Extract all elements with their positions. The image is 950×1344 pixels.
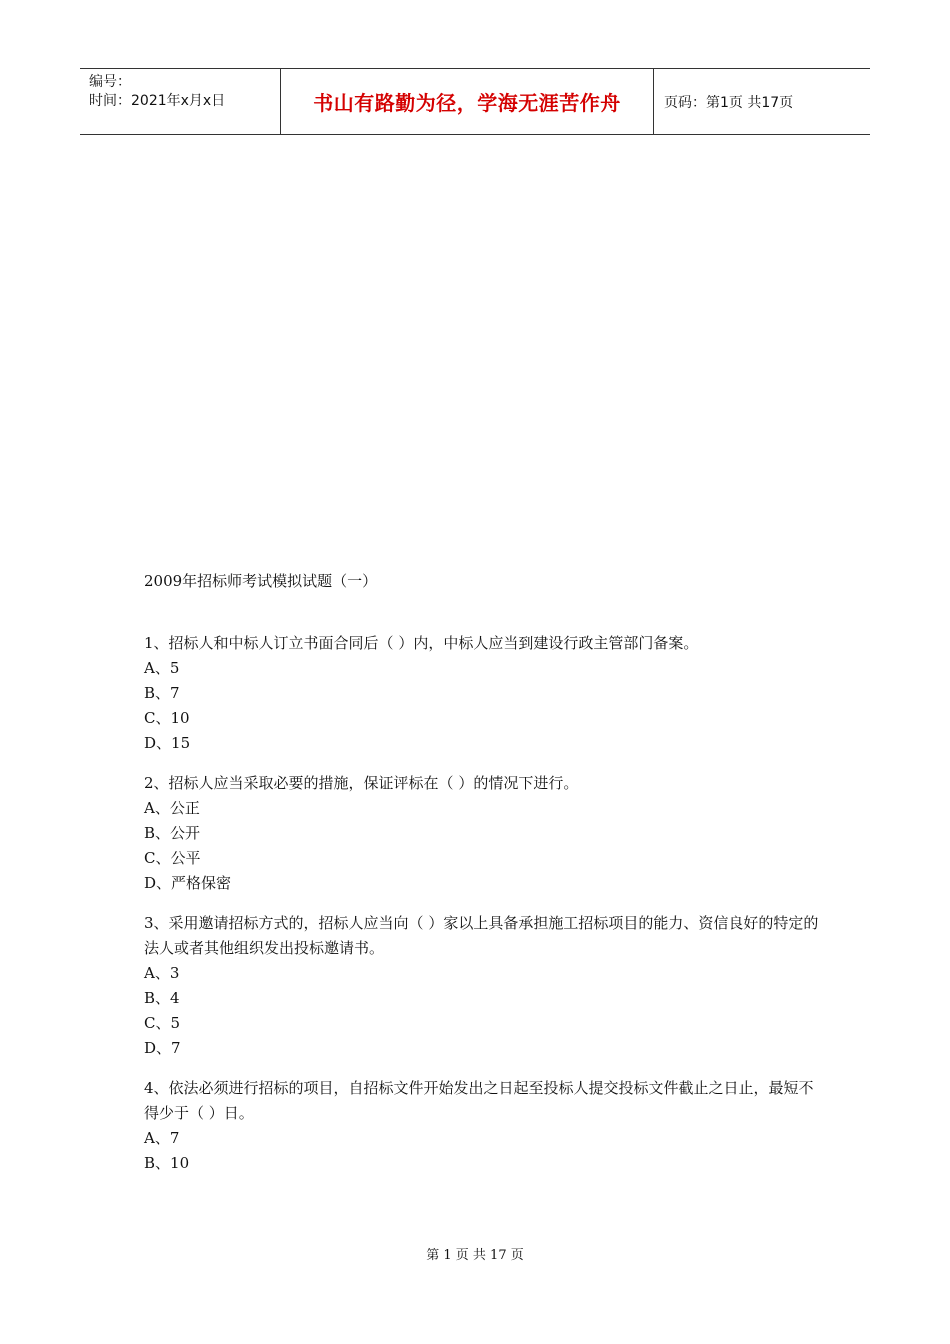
- answer-option: B、10: [144, 1154, 190, 1172]
- document-body: [144, 568, 824, 1191]
- header-meta: [80, 69, 281, 134]
- answer-option: D、7: [144, 1039, 181, 1057]
- header-page-cell: [654, 69, 870, 134]
- question-item: [144, 771, 824, 896]
- question-list: [144, 631, 824, 1176]
- header-page-info: 页码：第1页 共17页: [664, 94, 794, 111]
- answer-option: A、7: [144, 1129, 180, 1147]
- page-footer: 第 1 页 共 17 页: [426, 1248, 524, 1263]
- document-date: 时间：2021年x月x日: [89, 93, 226, 109]
- question-item: [144, 1076, 824, 1176]
- question-text: 1、招标人和中标人订立书面合同后（ ）内，中标人应当到建设行政主管部门备案。: [144, 634, 699, 652]
- answer-option: B、公开: [144, 824, 201, 842]
- answer-option: A、3: [144, 964, 180, 982]
- document-title: 2009年招标师考试模拟试题（一）: [144, 572, 378, 590]
- answer-option: B、7: [144, 684, 180, 702]
- page-header: [80, 68, 870, 135]
- answer-option: D、严格保密: [144, 874, 232, 892]
- question-item: [144, 631, 824, 756]
- answer-option: A、5: [144, 659, 180, 677]
- header-motto-cell: [281, 69, 654, 134]
- answer-option: C、5: [144, 1014, 181, 1032]
- answer-option: C、10: [144, 709, 190, 727]
- question-text: 2、招标人应当采取必要的措施，保证评标在（ ）的情况下进行。: [144, 774, 579, 792]
- answer-option: C、公平: [144, 849, 201, 867]
- answer-option: D、15: [144, 734, 191, 752]
- question-text: 4、依法必须进行招标的项目，自招标文件开始发出之日起至投标人提交投标文件截止之日止，最短不得少于（ ）日。: [144, 1079, 814, 1122]
- question-item: [144, 911, 824, 1061]
- question-text: 3、采用邀请招标方式的，招标人应当向（ ）家以上具备承担施工招标项目的能力、资信良好的特定的法人或者其他组织发出投标邀请书。: [144, 914, 819, 957]
- answer-option: B、4: [144, 989, 180, 1007]
- document-number-label: 编号：: [89, 74, 131, 90]
- header-motto: 书山有路勤为径，学海无涯苦作舟: [313, 91, 621, 115]
- answer-option: A、公正: [144, 799, 200, 817]
